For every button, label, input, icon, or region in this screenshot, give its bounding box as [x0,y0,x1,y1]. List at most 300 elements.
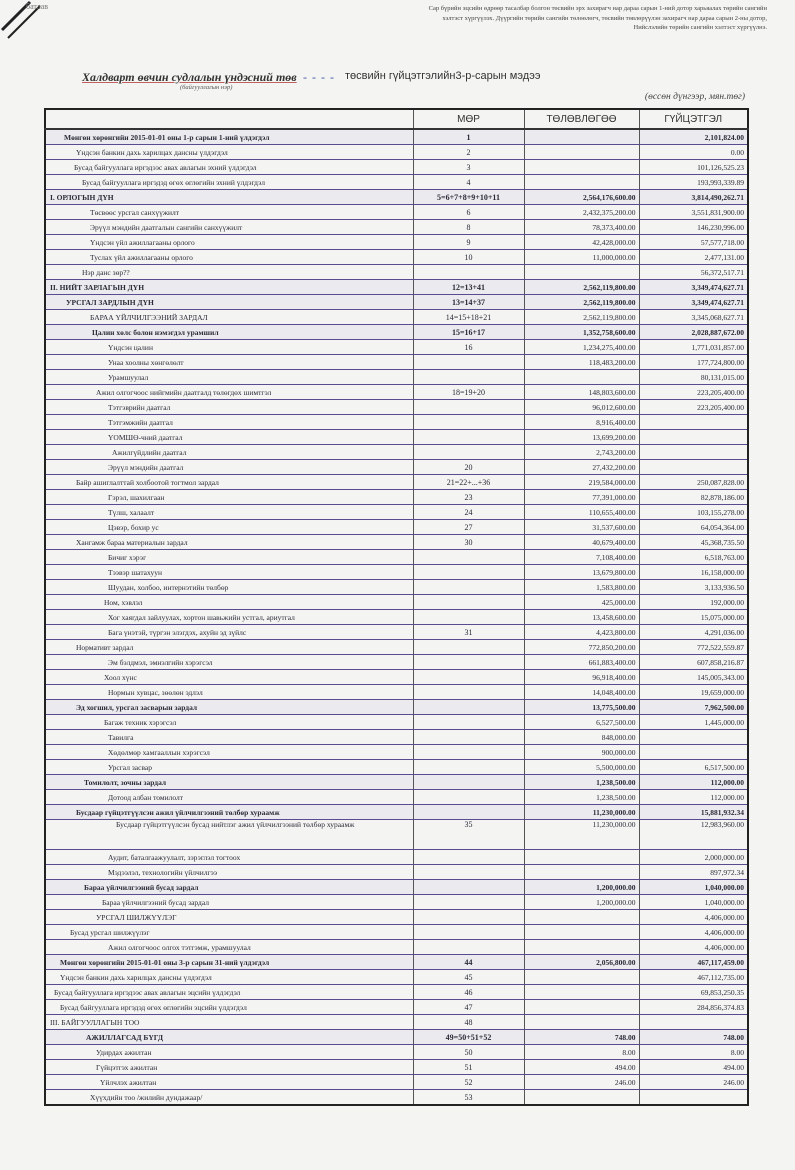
actual-value: 56,372,517.71 [639,265,748,280]
row-label: I. ОРЛОГЫН ДҮН [45,190,413,205]
actual-value: 223,205,400.00 [639,400,748,415]
row-label: Мөнгөн хөрөнгийн 2015-01-01 оны 1-р сарын 1-ний үлдэгдэл [45,129,413,145]
table-row [45,340,748,355]
header-plan: ТӨЛӨВЛӨГӨӨ [524,109,639,129]
header-label [45,109,413,129]
plan-value: 27,432,200.00 [524,460,639,475]
table-row [45,865,748,880]
actual-value: 101,126,525.23 [639,160,748,175]
row-code: 4 [413,175,524,190]
row-label: Хоол хүнс [45,670,413,685]
row-label: Бусад байгууллага иргэдэд өгөх өглөгийн эцсийн үлдэгдэл [45,1000,413,1015]
plan-value: 13,775,500.00 [524,700,639,715]
table-row [45,640,748,655]
plan-value [524,370,639,385]
table-row [45,685,748,700]
actual-value: 494.00 [639,1060,748,1075]
plan-value: 661,883,400.00 [524,655,639,670]
submission-instructions: Сар бүрийн эцсийн өдрөөр тасалбар болгон төсвийн эрх захирагч нар дараа сарын 1-ний дотор харьяалах төрийн сангийн хэлтэст хүргүүлэх. Дүүргийн төрийн сангийн төлөөлөгч, төсвийн төвлөрүүлэн захирагч нар дараа сарын 2-ны дотор, Нийслэлийн төрийн сангийн хэлтэст хүргүүлнэ. [428,5,767,31]
actual-value [639,415,748,430]
table-row [45,310,748,325]
row-label: Ажил олгогчоос олгох тэтгэмж, урамшуулал [45,940,413,955]
table-row [45,970,748,985]
actual-value: 7,962,500.00 [639,700,748,715]
header-row-code: МӨР [413,109,524,129]
table-row [45,655,748,670]
row-label: Гүйцэтгэх ажилтан [45,1060,413,1075]
table-row [45,190,748,205]
plan-value: 900,000.00 [524,745,639,760]
plan-value [524,940,639,955]
row-label: Гэрэл, шахилгаан [45,490,413,505]
row-label: Эрүүл мэндийн даатгалын сангийн санхүүжилт [45,220,413,235]
table-row [45,430,748,445]
row-label: УРСГАЛ ШИЛЖҮҮЛЭГ [45,910,413,925]
actual-value: 1,040,000.00 [639,880,748,895]
row-label: Нормын хувцас, зөөлөн эдлэл [45,685,413,700]
actual-value: 4,406,000.00 [639,940,748,955]
table-row [45,160,748,175]
row-code: 5=6+7+8+9+10+11 [413,190,524,205]
plan-value [524,129,639,145]
table-row [45,175,748,190]
plan-value: 494.00 [524,1060,639,1075]
row-code [413,910,524,925]
actual-value: 2,477,131.00 [639,250,748,265]
plan-value: 78,373,400.00 [524,220,639,235]
row-label: Бусад байгууллага иргэдэд өгөх өглөгийн эхний үлдэгдэл [45,175,413,190]
row-code: 18=19+20 [413,385,524,400]
table-row [45,670,748,685]
table-row [45,775,748,790]
row-code: 31 [413,625,524,640]
plan-value: 848,000.00 [524,730,639,745]
plan-value: 11,230,000.00 [524,820,639,850]
plan-value: 6,527,500.00 [524,715,639,730]
row-label: Үндсэн банкин дахь харилцах дансны үлдэгдэл [45,970,413,985]
actual-value: 3,345,068,627.71 [639,310,748,325]
plan-value: 1,200,000.00 [524,880,639,895]
row-label: Тэтгэмжийн даатгал [45,415,413,430]
table-header [45,109,748,129]
table-row [45,910,748,925]
plan-value [524,1015,639,1030]
table-row [45,1030,748,1045]
plan-value [524,910,639,925]
row-label: Урсгал засвар [45,760,413,775]
row-label: Бусад урсгал шилжүүлэг [45,925,413,940]
table-row [45,625,748,640]
row-code: 9 [413,235,524,250]
row-label: Унаа хоолны хөнгөлөлт [45,355,413,370]
row-label: Тээвэр шатахуун [45,565,413,580]
actual-value [639,460,748,475]
row-label: АЖИЛЛАГСАД БҮГД [45,1030,413,1045]
row-label: Хог хаягдал зайлуулах, хортон шавьжийн устгал, ариутгал [45,610,413,625]
actual-value: 897,972.34 [639,865,748,880]
plan-value: 2,562,119,800.00 [524,295,639,310]
plan-value [524,265,639,280]
organization-name: Халдварт өвчин судлалын үндэсний төв [82,70,297,84]
table-row [45,985,748,1000]
actual-value: 3,349,474,627.71 [639,295,748,310]
table-row [45,565,748,580]
table-row [45,850,748,865]
row-code: 35 [413,820,524,850]
row-code: 47 [413,1000,524,1015]
actual-value: 2,101,824.00 [639,129,748,145]
table-row [45,415,748,430]
row-label: Үйлчлэх ажилтан [45,1075,413,1090]
plan-value: 13,458,600.00 [524,610,639,625]
row-label: БАРАА ҮЙЛЧИЛГЭЭНИЙ ЗАРДАЛ [45,310,413,325]
plan-value: 13,679,800.00 [524,565,639,580]
row-code [413,640,524,655]
actual-value: 57,577,718.00 [639,235,748,250]
actual-value: 2,028,887,672.00 [639,325,748,340]
plan-value: 96,012,600.00 [524,400,639,415]
row-code [413,895,524,910]
plan-value: 40,679,400.00 [524,535,639,550]
header-actual: ГҮЙЦЭТГЭЛ [639,109,748,129]
row-label: Бараа үйлчилгээний бусад зардал [45,895,413,910]
row-code [413,730,524,745]
row-code: 23 [413,490,524,505]
actual-value: 69,853,250.35 [639,985,748,1000]
actual-value [639,745,748,760]
plan-value: 1,583,800.00 [524,580,639,595]
row-label: Томилолт, зочны зардал [45,775,413,790]
row-code: 3 [413,160,524,175]
row-code [413,850,524,865]
table-row [45,700,748,715]
unit-note: (өссөн дүнгээр, мян.төг) [644,92,745,102]
row-code: 13=14+37 [413,295,524,310]
table-row [45,895,748,910]
actual-value: 8.00 [639,1045,748,1060]
actual-value: 6,518,763.00 [639,550,748,565]
row-code [413,565,524,580]
plan-value [524,160,639,175]
row-code [413,355,524,370]
table-row [45,610,748,625]
row-code [413,610,524,625]
row-code [413,865,524,880]
plan-value: 118,483,200.00 [524,355,639,370]
actual-value [639,430,748,445]
plan-value: 2,564,176,600.00 [524,190,639,205]
plan-value [524,985,639,1000]
row-label: Эрүүл мэндийн даатгал [45,460,413,475]
row-label: Шуудан, холбоо, интернэтийн төлбөр [45,580,413,595]
plan-value: 110,655,400.00 [524,505,639,520]
plan-value: 14,048,400.00 [524,685,639,700]
organization-caption: (байгууллагын нэр) [180,84,233,91]
row-code: 46 [413,985,524,1000]
actual-value: 15,075,000.00 [639,610,748,625]
plan-value: 8,916,400.00 [524,415,639,430]
plan-value: 11,000,000.00 [524,250,639,265]
actual-value: 80,131,015.00 [639,370,748,385]
actual-value: 2,000,000.00 [639,850,748,865]
actual-value: 3,814,490,262.71 [639,190,748,205]
table-row [45,880,748,895]
table-row [45,475,748,490]
plan-value: 425,000.00 [524,595,639,610]
approval-stamp-text: батлав [26,2,49,11]
plan-value: 11,230,000.00 [524,805,639,820]
actual-value: 19,659,000.00 [639,685,748,700]
row-label: Туслах үйл ажиллагааны орлого [45,250,413,265]
row-code: 1 [413,129,524,145]
actual-value [639,1015,748,1030]
table-row [45,520,748,535]
table-row [45,1000,748,1015]
actual-value: 192,000.00 [639,595,748,610]
plan-value: 2,743,200.00 [524,445,639,460]
row-code [413,805,524,820]
table-row [45,220,748,235]
row-label: Урамшуулал [45,370,413,385]
row-label: Мэдээлэл, технологийн үйлчилгээ [45,865,413,880]
row-code [413,430,524,445]
row-label: Бусдаар гүйцэтгүүлсэн ажил үйлчилгээний төлбөр хураамж [45,805,413,820]
budget-execution-table [44,108,749,1106]
row-label: Бараа үйлчилгээний бусад зардал [45,880,413,895]
table-row [45,1015,748,1030]
row-label: Хангамж бараа материалын зардал [45,535,413,550]
row-code: 15=16+17 [413,325,524,340]
plan-value [524,925,639,940]
row-code [413,265,524,280]
row-code: 14=15+18+21 [413,310,524,325]
plan-value: 246.00 [524,1075,639,1090]
table-row [45,145,748,160]
plan-value: 219,584,000.00 [524,475,639,490]
plan-value: 96,918,400.00 [524,670,639,685]
table-row [45,1090,748,1106]
actual-value: 12,983,960.00 [639,820,748,850]
row-code [413,670,524,685]
plan-value: 8.00 [524,1045,639,1060]
row-label: Тэтгэврийн даатгал [45,400,413,415]
table-row [45,445,748,460]
row-code: 45 [413,970,524,985]
table-row [45,745,748,760]
row-code [413,655,524,670]
actual-value: 467,112,735.00 [639,970,748,985]
actual-value: 772,522,559.87 [639,640,748,655]
row-code: 27 [413,520,524,535]
row-code [413,685,524,700]
plan-value: 1,238,500.00 [524,775,639,790]
actual-value: 82,878,186.00 [639,490,748,505]
row-code [413,745,524,760]
row-code: 2 [413,145,524,160]
row-label: Тавилга [45,730,413,745]
row-label: Ном, хэвлэл [45,595,413,610]
row-label: Нэр данс зөр?? [45,265,413,280]
row-code: 51 [413,1060,524,1075]
table-row [45,385,748,400]
actual-value: 4,406,000.00 [639,910,748,925]
actual-value: 467,117,459.00 [639,955,748,970]
actual-value: 16,158,000.00 [639,565,748,580]
table-row [45,295,748,310]
plan-value: 13,699,200.00 [524,430,639,445]
table-row [45,460,748,475]
row-label: УРСГАЛ ЗАРДЛЫН ДҮН [45,295,413,310]
row-code: 24 [413,505,524,520]
actual-value: 0.00 [639,145,748,160]
row-code: 48 [413,1015,524,1030]
row-label: Удирдах ажилтан [45,1045,413,1060]
plan-value: 748.00 [524,1030,639,1045]
row-code [413,760,524,775]
table-row [45,580,748,595]
table-row [45,535,748,550]
row-label: Үндсэн банкин дахь харилцах дансны үлдэгдэл [45,145,413,160]
row-code [413,700,524,715]
row-code: 6 [413,205,524,220]
plan-value: 772,850,200.00 [524,640,639,655]
row-label: Эд хогшил, урсгал засварын зардал [45,700,413,715]
row-label: Эм бэлдмэл, эмнэлгийн хэрэгсэл [45,655,413,670]
actual-value: 1,040,000.00 [639,895,748,910]
actual-value: 1,771,031,857.00 [639,340,748,355]
actual-value: 4,406,000.00 [639,925,748,940]
row-code [413,595,524,610]
table-row [45,205,748,220]
row-code [413,940,524,955]
table-row [45,370,748,385]
row-code: 44 [413,955,524,970]
actual-value: 284,856,374.83 [639,1000,748,1015]
plan-value: 5,500,000.00 [524,760,639,775]
table-row [45,490,748,505]
actual-value: 15,881,932.34 [639,805,748,820]
plan-value: 1,200,000.00 [524,895,639,910]
row-label: Мөнгөн хөрөнгийн 2015-01-01 оны 3-р сарын 31-ний үлдэгдэл [45,955,413,970]
actual-value: 45,368,735.50 [639,535,748,550]
actual-value: 607,858,216.87 [639,655,748,670]
actual-value: 246.00 [639,1075,748,1090]
plan-value: 7,108,400.00 [524,550,639,565]
plan-value [524,850,639,865]
table-row [45,550,748,565]
table-row [45,715,748,730]
actual-value [639,1090,748,1106]
row-code: 49=50+51+52 [413,1030,524,1045]
table-row [45,265,748,280]
row-code: 16 [413,340,524,355]
table-row [45,925,748,940]
table-row [45,1075,748,1090]
row-code [413,400,524,415]
row-label: Ажилгүйдлийн даатгал [45,445,413,460]
row-label: Багаж техник хэрэгсэл [45,715,413,730]
row-label: III. БАЙГУУЛЛАГЫН ТОО [45,1015,413,1030]
row-label: Цэвэр, бохир ус [45,520,413,535]
table-row [45,790,748,805]
row-code: 8 [413,220,524,235]
plan-value: 1,238,500.00 [524,790,639,805]
plan-value: 1,352,758,600.00 [524,325,639,340]
table-row [45,400,748,415]
plan-value: 4,423,800.00 [524,625,639,640]
plan-value [524,1090,639,1106]
table-row [45,955,748,970]
row-code: 21=22+...+36 [413,475,524,490]
row-label: Бичиг хэрэг [45,550,413,565]
table-row [45,805,748,820]
table-row [45,940,748,955]
plan-value: 2,056,800.00 [524,955,639,970]
actual-value: 250,087,828.00 [639,475,748,490]
actual-value: 112,000.00 [639,790,748,805]
actual-value: 1,445,000.00 [639,715,748,730]
actual-value: 3,551,831,900.00 [639,205,748,220]
row-code: 20 [413,460,524,475]
row-code [413,715,524,730]
row-label: II. НИЙТ ЗАРЛАГЫН ДҮН [45,280,413,295]
table-row [45,595,748,610]
actual-value: 64,054,364.00 [639,520,748,535]
actual-value: 223,205,400.00 [639,385,748,400]
row-label: Цалин хөлс болон нэмэгдэл урамшил [45,325,413,340]
organization-dots: - - - - [303,70,335,84]
row-code [413,775,524,790]
row-label: Хүүхдийн тоо /жилийн дундажаар/ [45,1090,413,1106]
row-code: 30 [413,535,524,550]
table-row [45,730,748,745]
table-row [45,129,748,145]
row-label: Бусад байгууллага иргэдээс авах авлагын эхний үлдэгдэл [45,160,413,175]
report-title: төсвийн гүйцэтгэлийн3-р-сарын мэдээ [345,70,541,82]
table-row [45,325,748,340]
row-code [413,550,524,565]
actual-value: 103,155,278.00 [639,505,748,520]
row-code [413,790,524,805]
table-row [45,760,748,775]
table-row [45,1045,748,1060]
plan-value: 77,391,000.00 [524,490,639,505]
row-label: Бусдаар гүйцэтгүүлсэн бусад нийтлэг ажил үйлчилгээний төлбөр хураамж [45,820,413,850]
plan-value [524,145,639,160]
actual-value: 177,724,800.00 [639,355,748,370]
actual-value: 145,005,343.00 [639,670,748,685]
plan-value [524,865,639,880]
actual-value [639,730,748,745]
row-label: Түлш, халаалт [45,505,413,520]
row-label: Үндсэн үйл ажиллагааны орлого [45,235,413,250]
row-label: Нормативт зардал [45,640,413,655]
plan-value: 42,428,000.00 [524,235,639,250]
actual-value: 6,517,500.00 [639,760,748,775]
row-code: 12=13+41 [413,280,524,295]
plan-value [524,970,639,985]
actual-value: 112,000.00 [639,775,748,790]
plan-value [524,1000,639,1015]
table-row [45,820,748,850]
table-row [45,250,748,265]
plan-value: 31,537,600.00 [524,520,639,535]
actual-value: 3,349,474,627.71 [639,280,748,295]
row-code [413,370,524,385]
row-label: Бага үнэтэй, түргэн элэгдэх, ахуйн эд зүйлс [45,625,413,640]
row-code: 10 [413,250,524,265]
row-label: Үндсэн цалин [45,340,413,355]
